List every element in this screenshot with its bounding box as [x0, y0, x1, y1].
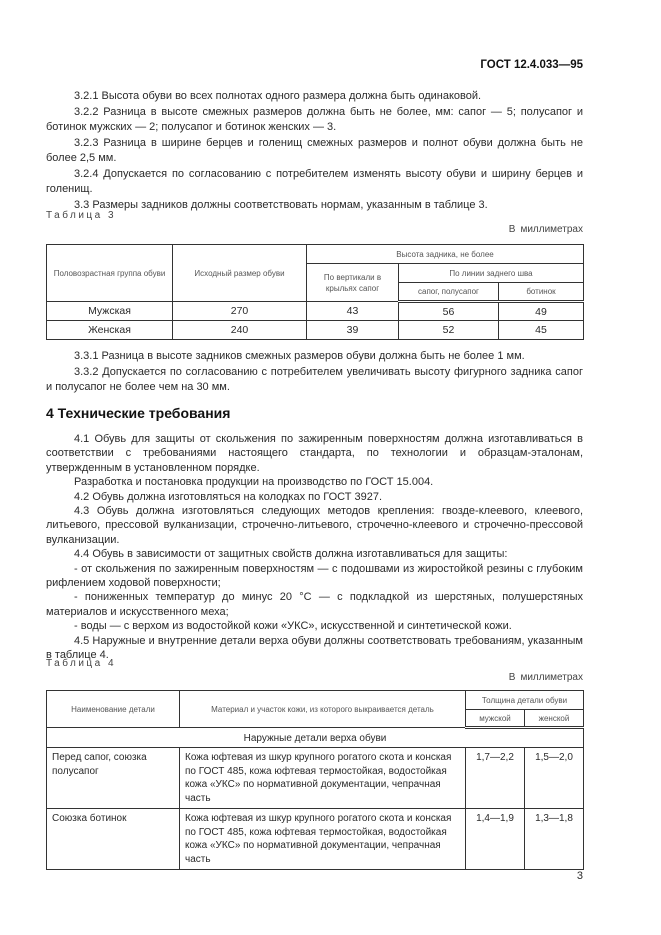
- table-3-caption: Таблица 3: [46, 210, 117, 221]
- section-4-heading: 4 Технические требования: [46, 405, 231, 421]
- section-3-text: [46, 89, 583, 213]
- paragraph-4-2: 4.2 Обувь должна изготовляться на колодках по ГОСТ 3927.: [74, 490, 383, 503]
- table-4-unit: [504, 672, 583, 683]
- cell: 43: [307, 302, 399, 321]
- cell: 45: [499, 321, 584, 340]
- list-item: - воды — с верхом из водостойкой кожи «УКС», искусственной и синтетической кожи.: [74, 620, 512, 633]
- unit-prefix: В: [508, 672, 516, 683]
- cell: 1,7—2,2: [466, 748, 525, 809]
- header-name: Наименование детали: [47, 691, 180, 728]
- cell: 56: [399, 302, 499, 321]
- cell: Перед сапог, союзка полусапог: [47, 748, 180, 809]
- unit-prefix: В: [508, 224, 516, 235]
- paragraph-3-3-1: 3.3.1 Разница в высоте задников смежных размеров обуви должна быть не более 1 мм.: [74, 350, 525, 362]
- table-row: [47, 321, 584, 340]
- unit-label: миллиметрах: [520, 224, 583, 235]
- group-row: Наружные детали верха обуви: [47, 728, 584, 748]
- header-material: Материал и участок кожи, из которого выкраивается деталь: [180, 691, 466, 728]
- paragraph-3-2-2: 3.2.2 Разница в высоте смежных размеров должна быть не более, мм: сапог — 5; полусапог и ботинок мужских — 2; полусапог и ботинок женских — 3.: [46, 105, 583, 133]
- cell: Мужская: [47, 302, 173, 321]
- table-3: [46, 244, 584, 340]
- header-height: Высота задника, не более: [307, 245, 584, 264]
- cell: Союзка ботинок: [47, 809, 180, 870]
- cell: 49: [499, 302, 584, 321]
- section-4-text: [46, 432, 583, 663]
- page-number: 3: [576, 870, 583, 882]
- cell: 1,3—1,8: [525, 809, 584, 870]
- paragraph-3-2-4: 3.2.4 Допускается по согласованию с потребителем изменять высоту обуви и ширину берцев и голенищ.: [46, 167, 583, 195]
- paragraph-3-2-3: 3.2.3 Разница в ширине берцев и голенищ смежных размеров и полнот обуви должна быть не более 2,5 мм.: [46, 136, 583, 164]
- paragraph-4-5: 4.5 Наружные и внутренние детали верха обуви должны соответствовать требованиям, указанным в таблице 4.: [46, 634, 583, 662]
- header-female: женской: [525, 710, 584, 728]
- cell: Кожа юфтевая из шкур крупного рогатого скота и конская по ГОСТ 485, кожа юфтевая термостойкая, водостойкая кожа «УКС» по нормативной документации, чепрачная часть: [180, 748, 466, 809]
- table-4: [46, 690, 584, 870]
- paragraph-4-4: 4.4 Обувь в зависимости от защитных свойств должна изготавливаться для защиты:: [74, 548, 508, 561]
- paragraph-development: Разработка и постановка продукции на производство по ГОСТ 15.004.: [74, 476, 434, 489]
- cell: 1,4—1,9: [466, 809, 525, 870]
- cell: 270: [173, 302, 307, 321]
- list-item: - пониженных температур до минус 20 °С — с подкладкой из шерстяных, полушерстяных материалов и искусственного меха;: [46, 591, 583, 618]
- header-seam: По линии заднего шва: [399, 264, 584, 283]
- header-size: Исходный размер обуви: [173, 245, 307, 302]
- cell: 39: [307, 321, 399, 340]
- list-item: - от скольжения по зажиренным поверхностям — с подошвами из жиростойкой резины с глубоким рифлением ходовой поверхности;: [46, 562, 583, 590]
- cell: 52: [399, 321, 499, 340]
- cell: Кожа юфтевая из шкур крупного рогатого скота и конская по ГОСТ 485, кожа юфтевая термостойкая, водостойкая кожа «УКС» по нормативной документации, чепрачная часть: [180, 809, 466, 870]
- cell: 1,5—2,0: [525, 748, 584, 809]
- header-vertical: По вертикали в крыльях сапог: [307, 264, 399, 302]
- paragraph-4-3: 4.3 Обувь должна изготовляться следующих методов крепления: гвозде-клеевого, клеевого, литьевого, прессовой вулканизации, строчечно-литьевого, строчечно-клеевого и строчечно-прессовой вулканизации.: [46, 505, 583, 546]
- unit-label: миллиметрах: [520, 672, 583, 683]
- header-shoes: ботинок: [499, 283, 584, 302]
- table-4-caption: Таблица 4: [46, 658, 117, 669]
- table-3-unit: [504, 224, 583, 235]
- paragraph-3-3-2: 3.3.2 Допускается по согласованию с потребителем увеличивать высоту фигурного задника сапог и полусапог не более чем на 30 мм.: [46, 365, 583, 393]
- cell: Женская: [47, 321, 173, 340]
- document-id: ГОСТ 12.4.033—95: [480, 59, 583, 71]
- table-row: [47, 809, 584, 870]
- section-3-3-text: [46, 349, 583, 396]
- header-thickness: Толщина детали обуви: [466, 691, 584, 710]
- cell: 240: [173, 321, 307, 340]
- paragraph-3-3: 3.3 Размеры задников должны соответствовать нормам, указанным в таблице 3.: [74, 198, 488, 211]
- table-row: [47, 748, 584, 809]
- table-row: [47, 302, 584, 321]
- paragraph-3-2-1: 3.2.1 Высота обуви во всех полнотах одного размера должна быть одинаковой.: [74, 90, 482, 102]
- header-male: мужской: [466, 710, 525, 728]
- header-group: Половозрастная группа обуви: [47, 245, 173, 302]
- header-boots: сапог, полусапог: [399, 283, 499, 302]
- paragraph-4-1: 4.1 Обувь для защиты от скольжения по зажиренным поверхностям должна изготавливаться в соответствии с требованиями настоящего стандарта, по технологии и образцам-эталонам, утвержденным в установленном порядке.: [46, 433, 583, 474]
